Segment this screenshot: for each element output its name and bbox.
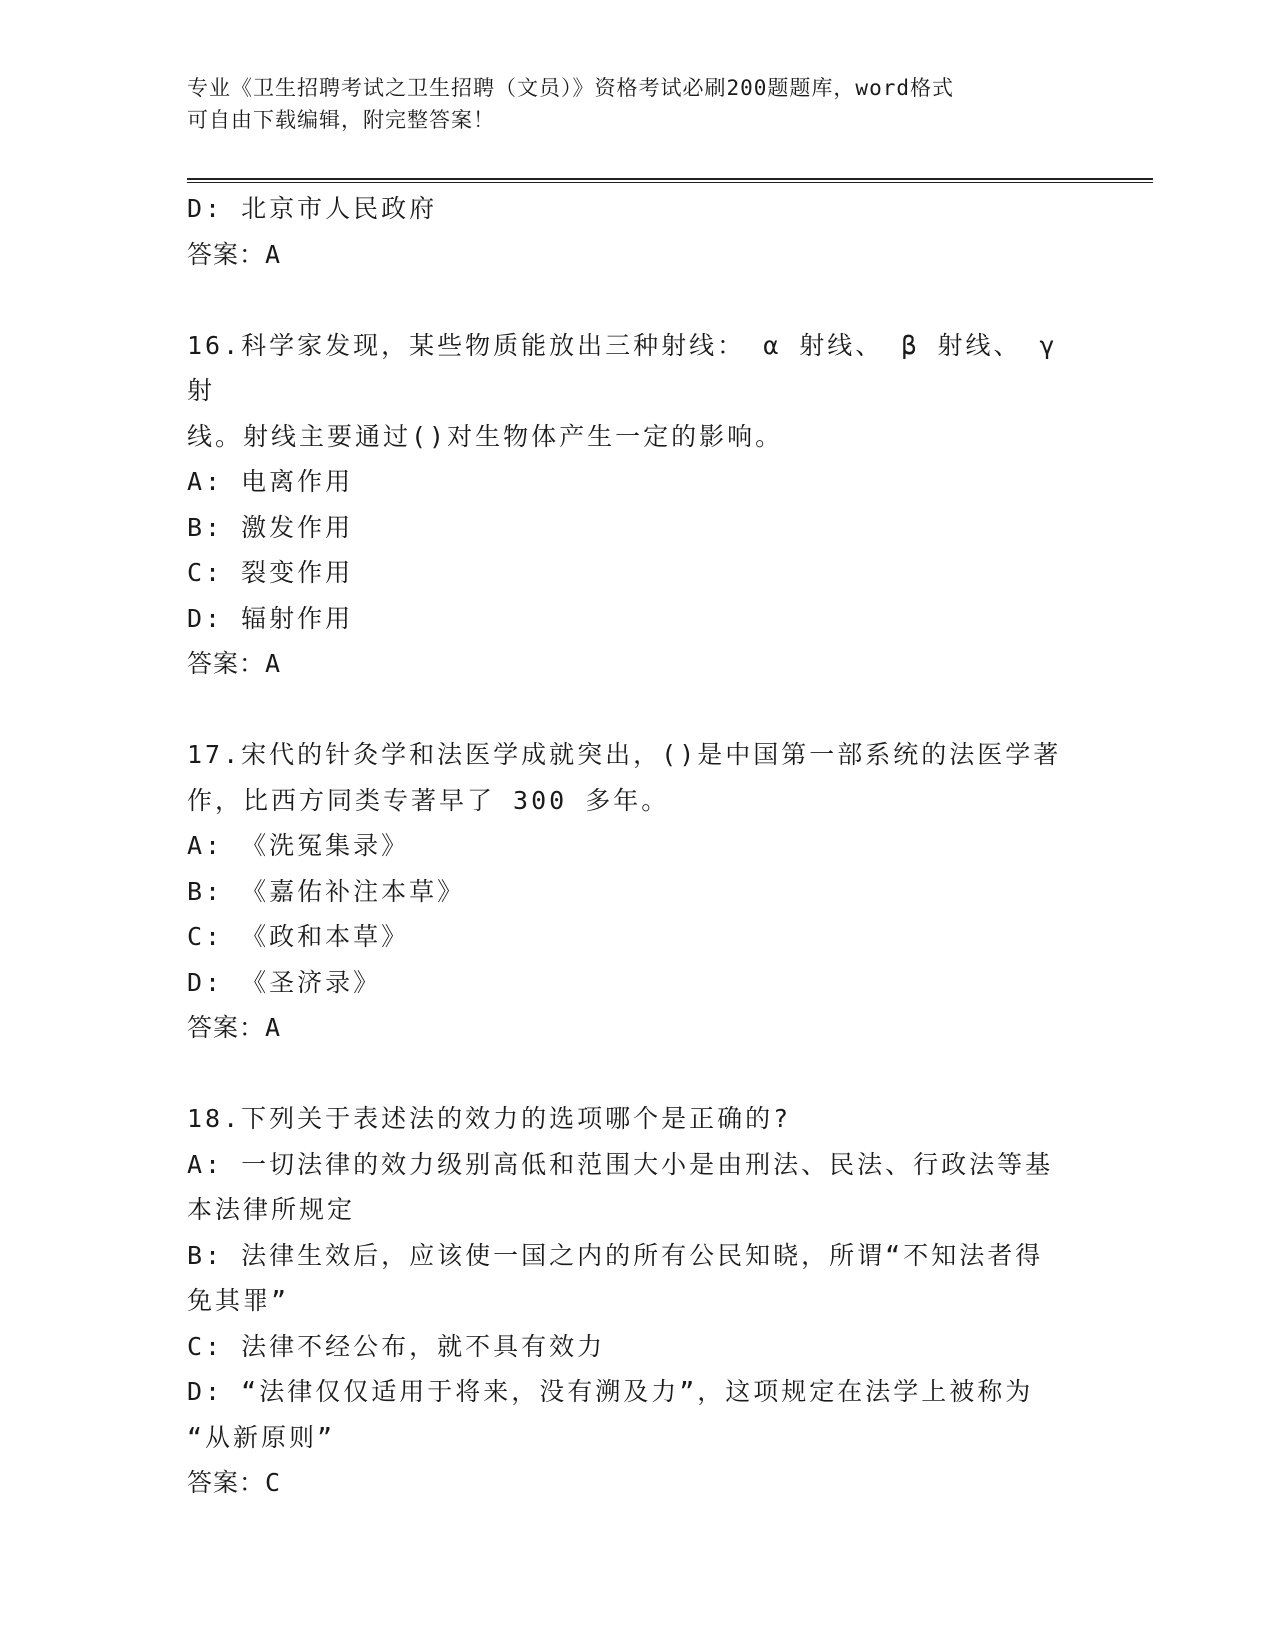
- answer-line: [187, 232, 1087, 278]
- answer-label: 答案：: [187, 1013, 266, 1042]
- option-d: D: 《圣济录》: [187, 967, 382, 997]
- option-c: C: 法律不经公布，就不具有效力: [187, 1331, 606, 1361]
- option-d-line-1: D: “法律仅仅适用于将来，没有溯及力”，这项规定在法学上被称为: [187, 1377, 1034, 1406]
- option-d: D: 北京市人民政府: [187, 194, 438, 223]
- previous-question-tail: [187, 186, 1087, 277]
- header-divider-thin: [187, 182, 1153, 183]
- question-stem-line-2: 线。射线主要通过()对生物体产生一定的影响。: [187, 421, 784, 451]
- document-header: [187, 72, 1067, 136]
- answer-value: A: [265, 239, 282, 269]
- option-a: A: 《洗冤集录》: [187, 831, 410, 860]
- answer-line: [187, 641, 1087, 687]
- question-18: [187, 1096, 1087, 1506]
- answer-line: [187, 1460, 1087, 1506]
- answer-label: 答案：: [187, 239, 266, 269]
- header-line-1: 专业《卫生招聘考试之卫生招聘（文员）》资格考试必刷200题题库，word格式: [187, 76, 954, 100]
- option-b-line-2: 免其罪”: [187, 1286, 290, 1315]
- document-body: [187, 186, 1087, 1506]
- header-line-2: 可自由下载编辑，附完整答案！: [187, 108, 495, 132]
- option-d: D: 辐射作用: [187, 603, 354, 633]
- option-c: C: 裂变作用: [187, 558, 354, 587]
- question-stem: 18.下列关于表述法的效力的选项哪个是正确的?: [187, 1104, 792, 1133]
- question-stem-line-2: 作，比西方同类专著早了 300 多年。: [187, 785, 670, 815]
- question-stem-line-1: 16.科学家发现，某些物质能放出三种射线： α 射线、 β 射线、 γ 射: [187, 330, 1076, 405]
- question-17: [187, 732, 1087, 1051]
- option-b: B: 《嘉佑补注本草》: [187, 876, 466, 906]
- header-divider-thick: [187, 178, 1153, 180]
- option-a: A: 电离作用: [187, 467, 354, 496]
- question-stem-line-1: 17.宋代的针灸学和法医学成就突出，()是中国第一部系统的法医学著: [187, 740, 1062, 769]
- answer-label: 答案：: [187, 1468, 266, 1497]
- answer-line: [187, 1005, 1087, 1051]
- answer-value: C: [265, 1468, 282, 1497]
- answer-value: A: [265, 649, 282, 678]
- option-d-line-2: “从新原则”: [187, 1422, 336, 1452]
- answer-label: 答案：: [187, 649, 266, 678]
- option-a-line-2: 本法律所规定: [187, 1195, 356, 1224]
- answer-value: A: [265, 1013, 282, 1042]
- option-b: B: 激发作用: [187, 512, 354, 542]
- option-a-line-1: A: 一切法律的效力级别高低和范围大小是由刑法、民法、行政法等基: [187, 1149, 1054, 1179]
- question-16: [187, 323, 1087, 687]
- option-b-line-1: B: 法律生效后，应该使一国之内的所有公民知晓，所谓“不知法者得: [187, 1240, 1044, 1270]
- option-c: C: 《政和本草》: [187, 922, 410, 951]
